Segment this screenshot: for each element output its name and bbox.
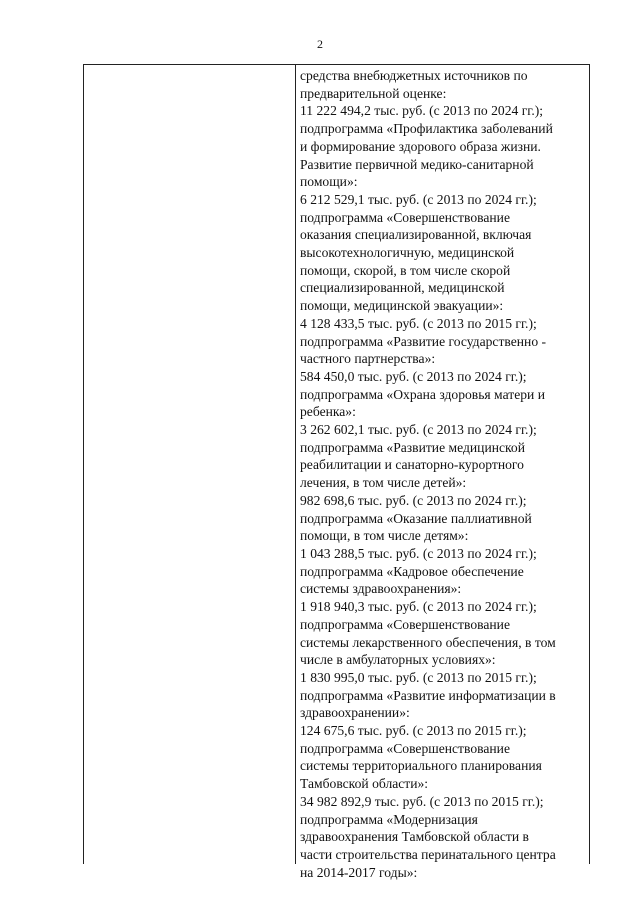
- text-line: помощи, скорой, в том числе скорой: [300, 262, 511, 278]
- text-line: 584 450,0 тыс. руб. (с 2013 по 2024 гг.);: [300, 368, 527, 384]
- text-line: подпрограмма «Развитие медицинской: [300, 439, 526, 455]
- text-line: подпрограмма «Модернизация: [300, 811, 478, 827]
- page-number: 2: [317, 37, 323, 51]
- text-line: 1 830 995,0 тыс. руб. (с 2013 по 2015 гг.);: [300, 669, 537, 685]
- text-line: 3 262 602,1 тыс. руб. (с 2013 по 2024 гг.);: [300, 422, 537, 438]
- text-line: 1 043 288,5 тыс. руб. (с 2013 по 2024 гг.);: [300, 545, 537, 561]
- text-line: 1 918 940,3 тыс. руб. (с 2013 по 2024 гг.);: [300, 599, 537, 615]
- text-line: 6 212 529,1 тыс. руб. (с 2013 по 2024 гг.);: [300, 191, 537, 207]
- text-line: 11 222 494,2 тыс. руб. (с 2013 по 2024 гг.);: [300, 103, 544, 119]
- text-line: средства внебюджетных источников по: [300, 68, 528, 83]
- text-line: системы территориального планирования: [300, 758, 542, 774]
- text-line: помощи, медицинской эвакуации»:: [300, 298, 504, 314]
- text-line: числе в амбулаторных условиях»:: [300, 652, 496, 668]
- text-line: помощи, в том числе детям»:: [300, 528, 469, 544]
- text-line: 34 982 892,9 тыс. руб. (с 2013 по 2015 гг.);: [300, 793, 544, 809]
- text-line: подпрограмма «Совершенствование: [300, 209, 510, 225]
- text-line: лечения, в том числе детей»:: [300, 475, 467, 491]
- text-line: подпрограмма «Развитие информатизации в: [300, 687, 556, 703]
- text-line: помощи»:: [300, 174, 358, 190]
- text-line: подпрограмма «Совершенствование: [300, 740, 510, 756]
- text-line: подпрограмма «Оказание паллиативной: [300, 510, 532, 526]
- text-line: реабилитации и санаторно-курортного: [300, 457, 524, 473]
- document-table: [83, 64, 590, 880]
- text-line: подпрограмма «Охрана здоровья матери и: [300, 386, 545, 402]
- table-cell-funding-text: [300, 67, 588, 881]
- text-line: Развитие первичной медико-санитарной: [300, 156, 534, 172]
- text-line: 4 128 433,5 тыс. руб. (с 2013 по 2015 гг.);: [300, 315, 537, 331]
- text-line: части строительства перинатального центра: [300, 846, 556, 862]
- text-line: ребенка»:: [300, 404, 356, 420]
- text-line: здравоохранении»:: [300, 705, 410, 721]
- text-line: подпрограмма «Развитие государственно -: [300, 333, 547, 349]
- text-line: специализированной, медицинской: [300, 280, 505, 296]
- text-line: подпрограмма «Профилактика заболеваний: [300, 121, 553, 137]
- text-line: Тамбовской области»:: [300, 776, 429, 792]
- table-cell-left-empty: [84, 65, 295, 864]
- text-line: предварительной оценке:: [300, 85, 447, 101]
- text-line: высокотехнологичную, медицинской: [300, 245, 515, 261]
- text-line: подпрограмма «Совершенствование: [300, 616, 510, 632]
- text-line: частного партнерства»:: [300, 351, 436, 367]
- text-line: подпрограмма «Кадровое обеспечение: [300, 563, 524, 579]
- text-line: 982 698,6 тыс. руб. (с 2013 по 2024 гг.);: [300, 492, 527, 508]
- text-line: и формирование здорового образа жизни.: [300, 138, 541, 154]
- column-divider: [295, 65, 296, 864]
- text-line: на 2014-2017 годы»:: [300, 864, 418, 880]
- text-line: 124 675,6 тыс. руб. (с 2013 по 2015 гг.);: [300, 723, 527, 739]
- text-line: оказания специализированной, включая: [300, 227, 532, 243]
- text-line: системы здравоохранения»:: [300, 581, 462, 597]
- text-line: здравоохранения Тамбовской области в: [300, 829, 529, 845]
- text-line: системы лекарственного обеспечения, в том: [300, 634, 556, 650]
